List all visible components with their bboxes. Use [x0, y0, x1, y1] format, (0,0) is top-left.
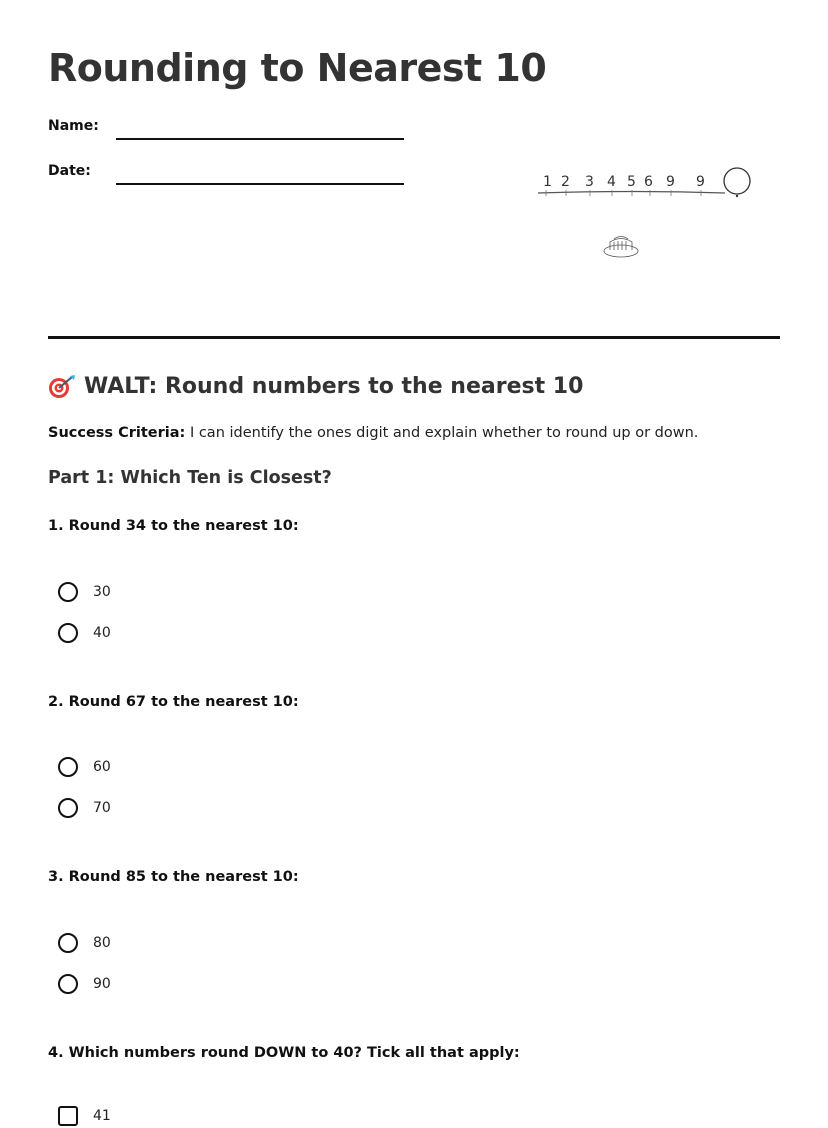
q4-option-41[interactable] — [58, 1104, 111, 1128]
doodle-number-5: 5 — [627, 174, 636, 190]
success-criteria-label: Success Criteria: — [48, 425, 186, 441]
doodle-number-1: 1 — [543, 174, 552, 190]
name-field-line[interactable] — [116, 138, 404, 140]
option-label: 70 — [93, 800, 111, 816]
radio-button[interactable] — [58, 798, 78, 818]
doodle-number-8: 9 — [696, 174, 705, 190]
radio-button[interactable] — [58, 757, 78, 777]
option-label: 60 — [93, 759, 111, 775]
page-title: Rounding to Nearest 10 — [48, 46, 547, 90]
doodle-number-3: 3 — [585, 174, 594, 190]
question-3: 3. Round 85 to the nearest 10: — [48, 869, 299, 885]
question-4: 4. Which numbers round DOWN to 40? Tick all that apply: — [48, 1045, 520, 1061]
date-label: Date: — [48, 163, 91, 179]
walt-heading — [48, 374, 583, 399]
question-1: 1. Round 34 to the nearest 10: — [48, 518, 299, 534]
doodle-number-4: 4 — [607, 174, 616, 190]
option-label: 30 — [93, 584, 111, 600]
q2-option-60[interactable] — [58, 755, 111, 779]
option-label: 41 — [93, 1108, 111, 1124]
q1-option-30[interactable] — [58, 580, 111, 604]
q1-option-40[interactable] — [58, 621, 111, 645]
radio-button[interactable] — [58, 623, 78, 643]
doodle-number-6: 6 — [644, 174, 653, 190]
part-1-heading: Part 1: Which Ten is Closest? — [48, 468, 332, 488]
doodle-number-7: 9 — [666, 174, 675, 190]
name-label: Name: — [48, 118, 99, 134]
walt-text: WALT: Round numbers to the nearest 10 — [84, 374, 584, 399]
q3-option-90[interactable] — [58, 972, 111, 996]
date-field-line[interactable] — [116, 183, 404, 185]
checkbox[interactable] — [58, 1106, 78, 1126]
radio-button[interactable] — [58, 933, 78, 953]
number-line-doodle — [530, 160, 760, 270]
target-icon — [48, 375, 76, 399]
question-2: 2. Round 67 to the nearest 10: — [48, 694, 299, 710]
radio-button[interactable] — [58, 582, 78, 602]
doodle-number-2: 2 — [561, 174, 570, 190]
radio-button[interactable] — [58, 974, 78, 994]
option-label: 80 — [93, 935, 111, 951]
success-criteria — [48, 425, 698, 441]
section-divider — [48, 336, 780, 339]
q2-option-70[interactable] — [58, 796, 111, 820]
option-label: 40 — [93, 625, 111, 641]
success-criteria-text: I can identify the ones digit and explain whether to round up or down. — [185, 425, 699, 441]
q3-option-80[interactable] — [58, 931, 111, 955]
option-label: 90 — [93, 976, 111, 992]
